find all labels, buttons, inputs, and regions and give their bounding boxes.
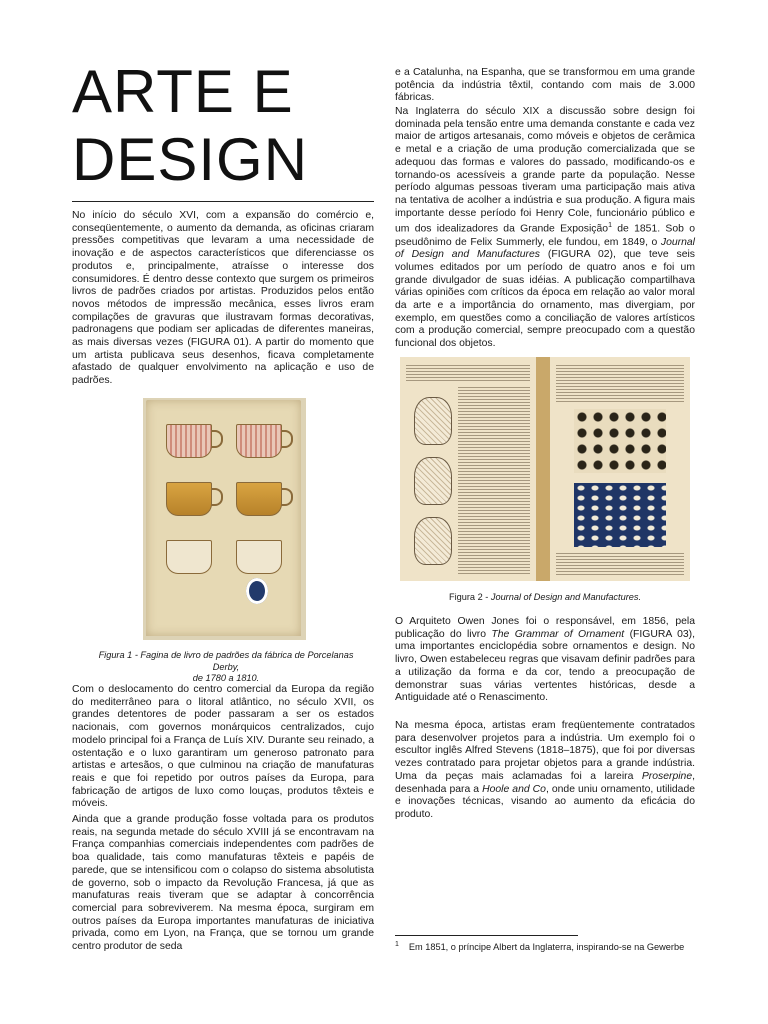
footnote-reference: 1	[608, 222, 612, 230]
right-paragraph-4-part-a: Na mesma época, artistas eram freqüentemente contratados para desenvolver projetos para a indústria. Um exemplo foi o escultor inglês Alfred Stevens (1818–1875), que foi por diversas vezes contratado para projetar objetos para a grande indústria. Uma da peças mais aclamadas foi a lareira	[395, 720, 695, 782]
journal-left-page	[400, 357, 536, 581]
footnote	[395, 939, 695, 953]
left-paragraph-2: Com o deslocamento do centro comercial da Europa da região do mediterrâneo para o litoral atlântico, no século XVII, os grandes detentores de poder passaram a ser os estados nacionais, com governos monárquicos centralizados, cujo modelo principal foi a França de Luís XIV. Durante seu reinado, a ostentação e o luxo garantiram um generoso patronato para artistas e artesãos, o que culminou na criação de manufaturas reais e que foi repetido por outros países da Europa, para fabricação de artigos de luxo como louças, produtos têxteis e móveis.	[72, 684, 374, 810]
journal-right-page	[550, 357, 690, 581]
journal-title: Journal of Design and Manufactures	[395, 236, 695, 261]
figure-2-caption-prefix: Figura 2 -	[448, 592, 491, 602]
footnote-text: Em 1851, o príncipe Albert da Inglaterra, inspirando-se na Gewerbe	[408, 942, 685, 953]
figure-1-caption	[96, 650, 356, 685]
figure-2-image	[400, 357, 690, 581]
left-paragraph-1: No início do século XVI, com a expansão do comércio e, conseqüentemente, o aumento da demanda, as oficinas criaram pressões competitivas que levaram a uma necessidade de inovação e de aspectos característicos que diferenciasse os produtos e, principalmente, atraísse o interesse dos consumidores. É dentro desse contexto que surgem os primeiros livros de padrões criados por artistas. Produzidos pelos então novos métodos de impressão mecânica, esses livros eram compilações de gravuras que ilustravam formas decorativas, padronagens que podiam ser aplicadas de diferentes maneiras, as mais diversas vezes (FIGURA 01). A partir do momento que um artista publicava seus desenhos, ficava completamente afastado de qualquer envolvimento na aplicação e uso de padrões.	[72, 210, 374, 387]
right-paragraph-2-part-a: Na Inglaterra do século XIX a discussão sobre design foi dominada pela tensão entre uma demanda constante e cada vez maior de artigos artesanais, como móveis e objetos de cerâmica e metal e a criação de uma produção comercializada que se adequou das formas e valores do passado, modificando-os e tornando-os acessíveis a grande parte da população. Nesse período algumas pessoas tiveram uma participação mais ativa na tentativa de acolher a indústria e sua produção. A figura mais importante desse período foi Henry Cole, funcionário público e um dos idealizadores da Grande Exposição	[395, 106, 695, 235]
right-paragraph-4	[395, 720, 695, 822]
right-paragraph-2-part-b: de 1851. Sob o pseudônimo de Felix Summerly, ele fundou, em 1849, o	[395, 223, 695, 248]
grammar-of-ornament-title: The Grammar of Ornament	[491, 628, 625, 640]
right-paragraph-4-part-b: , desenhada para a	[395, 770, 695, 795]
right-paragraph-2	[395, 106, 695, 351]
right-paragraph-3-part-b: (FIGURA 03), uma importantes enciclopédia sobre ornamentos e design. No livro, Owen estabeleceu regras que visavam definir padrões para a utilização da forma e da cor, tendo a preocupação de demonstrar suas várias vertentes históricas, desde a Antiguidade até o Renascimento.	[395, 628, 695, 704]
floral-pattern-sample-blue	[574, 483, 666, 547]
hoole-and-co-name: Hoole and Co	[482, 783, 546, 795]
figure-1-caption-line-1: Figura 1 - Fagina de livro de padrões da fábrica de Porcelanas Derby,	[98, 650, 354, 672]
page-title	[72, 58, 372, 194]
pattern-book-page	[146, 400, 301, 636]
right-paragraph-4-part-c: , onde uniu ornamento, utilidade e inovações técnicas, visando ao aumento da eficácia do produto.	[395, 783, 695, 820]
footnote-divider	[395, 935, 578, 936]
footnote-number: 1	[395, 941, 399, 948]
figure-2-caption-title: Journal of Design and Manufactures.	[490, 592, 642, 602]
figure-1-image	[143, 398, 306, 640]
title-line-2: DESIGN	[72, 126, 309, 193]
floral-pattern-sample-dark	[574, 409, 666, 473]
left-paragraph-3: Ainda que a grande produção fosse voltada para os produtos reais, na segunda metade do século XVIII já se encontravam na França companhias comerciais independentes com padrões de boa qualidade, tais como manufaturas têxteis e papéis de parede, que se intensificou com o colapso do sistema absolutista de governo, sob o impacto da Revolução Francesa, já que as manufaturas reais tiveram que se adaptar à concorrência comercial para sobreviverem. Na mesma época, surgiram em outros países da Europa importantes manufaturas de iniciativa privada, como em Lyon, na França, que se tornou um grande centro produtor de seda	[72, 814, 374, 953]
right-paragraph-3-part-a: O Arquiteto Owen Jones foi o responsável, em 1856, pela publicação do livro	[395, 616, 695, 640]
figure-2-caption	[400, 592, 690, 604]
right-paragraph-1: e a Catalunha, na Espanha, que se transformou em uma grande potência da indústria têxtil, contando com mais de 3.000 fábricas.	[395, 67, 695, 104]
title-divider	[72, 201, 374, 202]
figure-1-caption-line-2: de 1780 a 1810.	[192, 673, 260, 683]
title-line-1: ARTE E	[72, 58, 294, 125]
right-paragraph-3	[395, 616, 695, 705]
proserpine-title: Proserpine	[641, 770, 693, 782]
right-paragraph-2-part-c: (FIGURA 02), que teve seis volumes editados por um período de quatro anos e foi um grande divulgador de suas idéias. A publicação compartilhava várias opiniões com críticos da época em relação ao valor moral da arte e a importância do ornamento, mas divergiam, por exemplo, em questões como a conciliação de valores artísticos com a produção comercial, sempre preocupado com a questão funcional dos objetos.	[395, 249, 695, 350]
